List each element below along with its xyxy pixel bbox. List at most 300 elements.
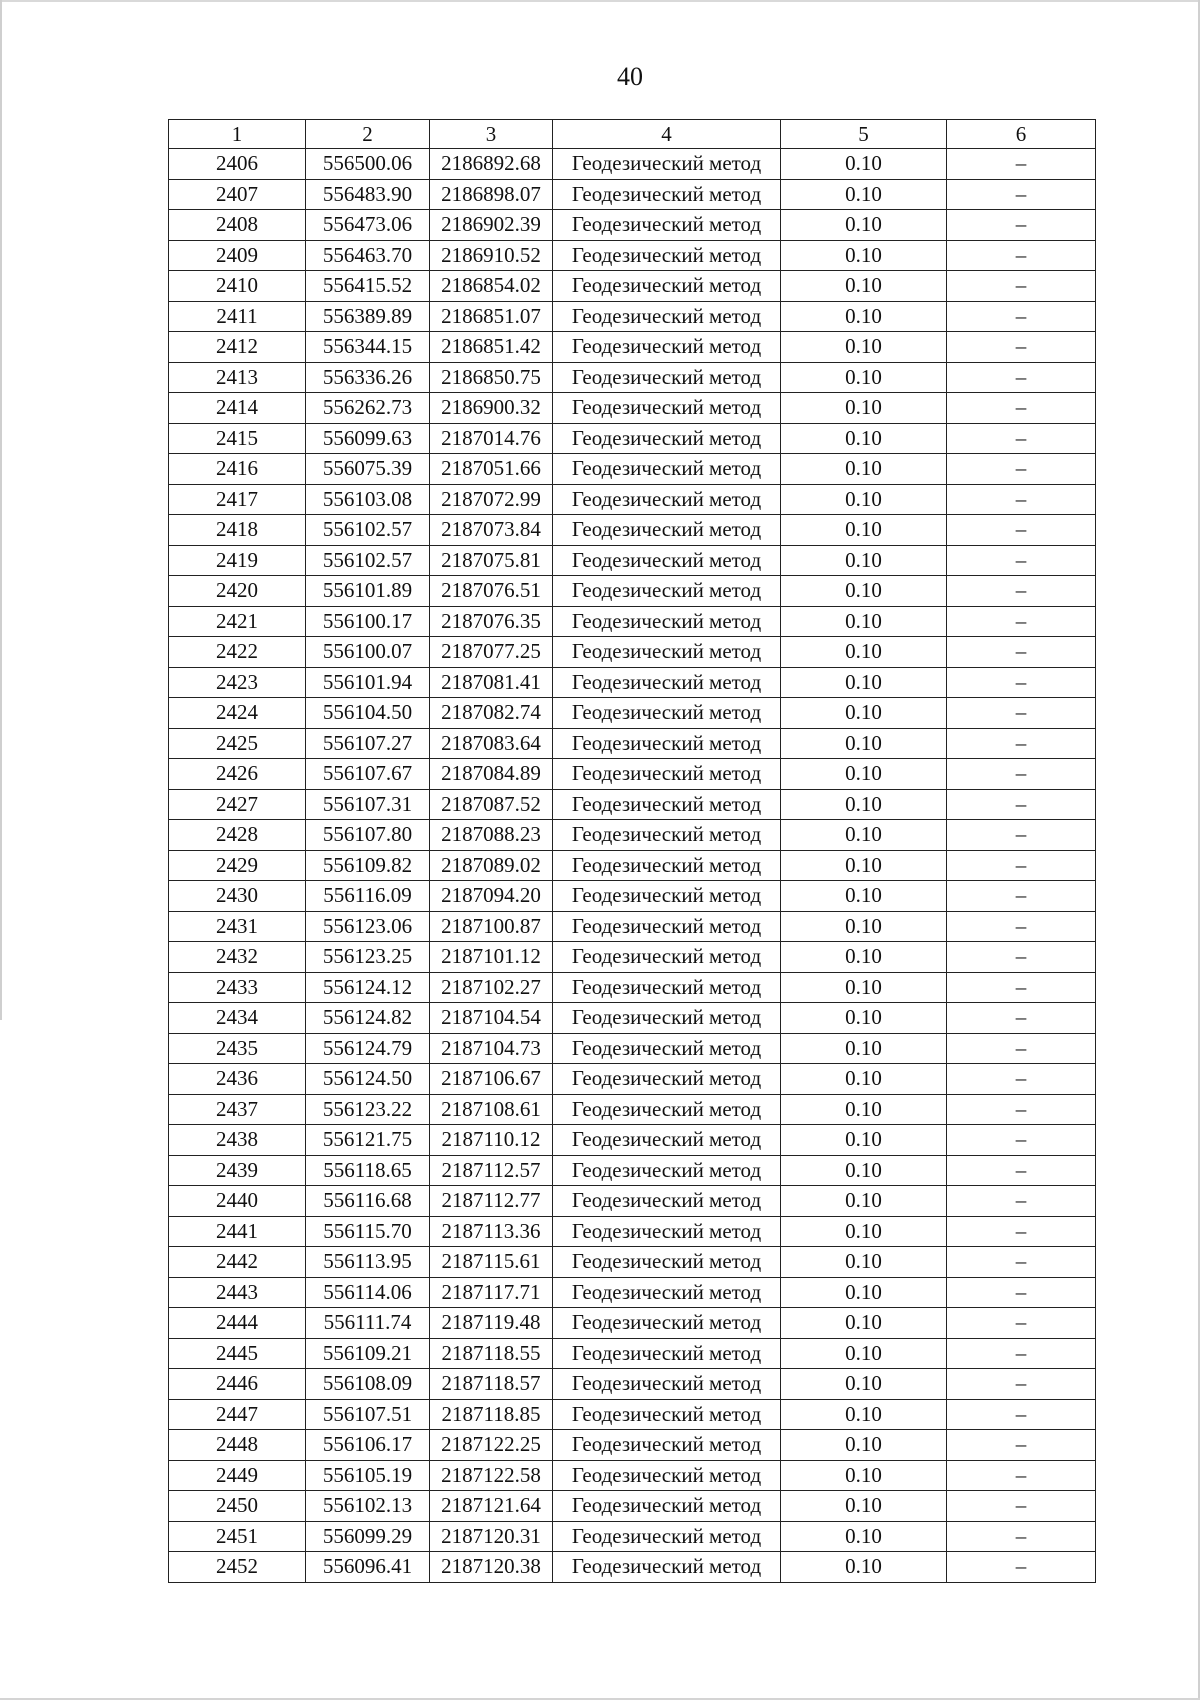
method-cell: Геодезический метод bbox=[553, 698, 781, 729]
note-cell: – bbox=[947, 728, 1096, 759]
table-row bbox=[169, 1277, 1096, 1308]
point-number-cell: 2448 bbox=[169, 1430, 306, 1461]
x-coordinate-cell: 556473.06 bbox=[306, 210, 430, 241]
method-cell: Геодезический метод bbox=[553, 972, 781, 1003]
note-cell: – bbox=[947, 1033, 1096, 1064]
note-cell: – bbox=[947, 301, 1096, 332]
accuracy-cell: 0.10 bbox=[781, 667, 947, 698]
point-number-cell: 2441 bbox=[169, 1216, 306, 1247]
accuracy-cell: 0.10 bbox=[781, 240, 947, 271]
method-cell: Геодезический метод bbox=[553, 606, 781, 637]
y-coordinate-cell: 2186851.07 bbox=[430, 301, 553, 332]
note-cell: – bbox=[947, 789, 1096, 820]
point-number-cell: 2425 bbox=[169, 728, 306, 759]
table-row bbox=[169, 1125, 1096, 1156]
method-cell: Геодезический метод bbox=[553, 393, 781, 424]
y-coordinate-cell: 2187117.71 bbox=[430, 1277, 553, 1308]
y-coordinate-cell: 2187104.73 bbox=[430, 1033, 553, 1064]
y-coordinate-cell: 2187115.61 bbox=[430, 1247, 553, 1278]
method-cell: Геодезический метод bbox=[553, 454, 781, 485]
note-cell: – bbox=[947, 545, 1096, 576]
table-row bbox=[169, 1430, 1096, 1461]
y-coordinate-cell: 2186902.39 bbox=[430, 210, 553, 241]
method-cell: Геодезический метод bbox=[553, 850, 781, 881]
point-number-cell: 2421 bbox=[169, 606, 306, 637]
note-cell: – bbox=[947, 393, 1096, 424]
y-coordinate-cell: 2187082.74 bbox=[430, 698, 553, 729]
accuracy-cell: 0.10 bbox=[781, 1521, 947, 1552]
note-cell: – bbox=[947, 332, 1096, 363]
table-row bbox=[169, 1552, 1096, 1583]
accuracy-cell: 0.10 bbox=[781, 1552, 947, 1583]
point-number-cell: 2447 bbox=[169, 1399, 306, 1430]
x-coordinate-cell: 556336.26 bbox=[306, 362, 430, 393]
table-row bbox=[169, 454, 1096, 485]
method-cell: Геодезический метод bbox=[553, 1064, 781, 1095]
note-cell: – bbox=[947, 1399, 1096, 1430]
accuracy-cell: 0.10 bbox=[781, 423, 947, 454]
y-coordinate-cell: 2187118.85 bbox=[430, 1399, 553, 1430]
method-cell: Геодезический метод bbox=[553, 1094, 781, 1125]
x-coordinate-cell: 556121.75 bbox=[306, 1125, 430, 1156]
note-cell: – bbox=[947, 576, 1096, 607]
method-cell: Геодезический метод bbox=[553, 881, 781, 912]
table-row bbox=[169, 423, 1096, 454]
y-coordinate-cell: 2187072.99 bbox=[430, 484, 553, 515]
x-coordinate-cell: 556262.73 bbox=[306, 393, 430, 424]
accuracy-cell: 0.10 bbox=[781, 1155, 947, 1186]
x-coordinate-cell: 556102.57 bbox=[306, 515, 430, 546]
x-coordinate-cell: 556483.90 bbox=[306, 179, 430, 210]
y-coordinate-cell: 2187122.25 bbox=[430, 1430, 553, 1461]
method-cell: Геодезический метод bbox=[553, 667, 781, 698]
accuracy-cell: 0.10 bbox=[781, 1216, 947, 1247]
y-coordinate-cell: 2186854.02 bbox=[430, 271, 553, 302]
note-cell: – bbox=[947, 1430, 1096, 1461]
method-cell: Геодезический метод bbox=[553, 1521, 781, 1552]
x-coordinate-cell: 556107.27 bbox=[306, 728, 430, 759]
method-cell: Геодезический метод bbox=[553, 759, 781, 790]
note-cell: – bbox=[947, 1094, 1096, 1125]
table-row bbox=[169, 332, 1096, 363]
x-coordinate-cell: 556123.25 bbox=[306, 942, 430, 973]
y-coordinate-cell: 2187118.55 bbox=[430, 1338, 553, 1369]
x-coordinate-cell: 556107.67 bbox=[306, 759, 430, 790]
accuracy-cell: 0.10 bbox=[781, 515, 947, 546]
table-row bbox=[169, 606, 1096, 637]
x-coordinate-cell: 556105.19 bbox=[306, 1460, 430, 1491]
y-coordinate-cell: 2187120.38 bbox=[430, 1552, 553, 1583]
method-cell: Геодезический метод bbox=[553, 1155, 781, 1186]
table-row bbox=[169, 484, 1096, 515]
accuracy-cell: 0.10 bbox=[781, 454, 947, 485]
scan-edge-top bbox=[0, 0, 1200, 2]
accuracy-cell: 0.10 bbox=[781, 545, 947, 576]
y-coordinate-cell: 2187120.31 bbox=[430, 1521, 553, 1552]
table-row bbox=[169, 210, 1096, 241]
method-cell: Геодезический метод bbox=[553, 210, 781, 241]
table-row bbox=[169, 1399, 1096, 1430]
y-coordinate-cell: 2187014.76 bbox=[430, 423, 553, 454]
x-coordinate-cell: 556096.41 bbox=[306, 1552, 430, 1583]
page-number: 40 bbox=[617, 62, 643, 91]
method-cell: Геодезический метод bbox=[553, 271, 781, 302]
point-number-cell: 2443 bbox=[169, 1277, 306, 1308]
y-coordinate-cell: 2187112.57 bbox=[430, 1155, 553, 1186]
table-row bbox=[169, 637, 1096, 668]
point-number-cell: 2426 bbox=[169, 759, 306, 790]
accuracy-cell: 0.10 bbox=[781, 1033, 947, 1064]
method-cell: Геодезический метод bbox=[553, 820, 781, 851]
note-cell: – bbox=[947, 667, 1096, 698]
note-cell: – bbox=[947, 1247, 1096, 1278]
note-cell: – bbox=[947, 850, 1096, 881]
method-cell: Геодезический метод bbox=[553, 515, 781, 546]
table-row bbox=[169, 271, 1096, 302]
x-coordinate-cell: 556344.15 bbox=[306, 332, 430, 363]
accuracy-cell: 0.10 bbox=[781, 484, 947, 515]
table-row bbox=[169, 667, 1096, 698]
table-row bbox=[169, 1521, 1096, 1552]
point-number-cell: 2410 bbox=[169, 271, 306, 302]
method-cell: Геодезический метод bbox=[553, 179, 781, 210]
note-cell: – bbox=[947, 210, 1096, 241]
x-coordinate-cell: 556109.82 bbox=[306, 850, 430, 881]
coordinates-table bbox=[168, 119, 1096, 1583]
note-cell: – bbox=[947, 1186, 1096, 1217]
method-cell: Геодезический метод bbox=[553, 423, 781, 454]
y-coordinate-cell: 2186898.07 bbox=[430, 179, 553, 210]
accuracy-cell: 0.10 bbox=[781, 911, 947, 942]
note-cell: – bbox=[947, 515, 1096, 546]
x-coordinate-cell: 556099.29 bbox=[306, 1521, 430, 1552]
column-header-6: 6 bbox=[947, 120, 1096, 149]
table-row bbox=[169, 149, 1096, 180]
accuracy-cell: 0.10 bbox=[781, 1491, 947, 1522]
table-row bbox=[169, 1491, 1096, 1522]
method-cell: Геодезический метод bbox=[553, 1338, 781, 1369]
accuracy-cell: 0.10 bbox=[781, 1369, 947, 1400]
table-row bbox=[169, 942, 1096, 973]
x-coordinate-cell: 556415.52 bbox=[306, 271, 430, 302]
note-cell: – bbox=[947, 759, 1096, 790]
method-cell: Геодезический метод bbox=[553, 1430, 781, 1461]
point-number-cell: 2423 bbox=[169, 667, 306, 698]
table-row bbox=[169, 850, 1096, 881]
point-number-cell: 2433 bbox=[169, 972, 306, 1003]
note-cell: – bbox=[947, 942, 1096, 973]
x-coordinate-cell: 556463.70 bbox=[306, 240, 430, 271]
note-cell: – bbox=[947, 1155, 1096, 1186]
point-number-cell: 2417 bbox=[169, 484, 306, 515]
note-cell: – bbox=[947, 179, 1096, 210]
column-header-5: 5 bbox=[781, 120, 947, 149]
point-number-cell: 2439 bbox=[169, 1155, 306, 1186]
y-coordinate-cell: 2187108.61 bbox=[430, 1094, 553, 1125]
point-number-cell: 2432 bbox=[169, 942, 306, 973]
table-row bbox=[169, 911, 1096, 942]
note-cell: – bbox=[947, 1491, 1096, 1522]
accuracy-cell: 0.10 bbox=[781, 1125, 947, 1156]
note-cell: – bbox=[947, 454, 1096, 485]
point-number-cell: 2419 bbox=[169, 545, 306, 576]
accuracy-cell: 0.10 bbox=[781, 1186, 947, 1217]
x-coordinate-cell: 556114.06 bbox=[306, 1277, 430, 1308]
table-row bbox=[169, 515, 1096, 546]
y-coordinate-cell: 2187077.25 bbox=[430, 637, 553, 668]
table-row bbox=[169, 728, 1096, 759]
table-row bbox=[169, 1064, 1096, 1095]
y-coordinate-cell: 2186850.75 bbox=[430, 362, 553, 393]
point-number-cell: 2409 bbox=[169, 240, 306, 271]
note-cell: – bbox=[947, 271, 1096, 302]
y-coordinate-cell: 2187113.36 bbox=[430, 1216, 553, 1247]
accuracy-cell: 0.10 bbox=[781, 362, 947, 393]
y-coordinate-cell: 2187122.58 bbox=[430, 1460, 553, 1491]
x-coordinate-cell: 556102.13 bbox=[306, 1491, 430, 1522]
point-number-cell: 2434 bbox=[169, 1003, 306, 1034]
y-coordinate-cell: 2187112.77 bbox=[430, 1186, 553, 1217]
accuracy-cell: 0.10 bbox=[781, 728, 947, 759]
point-number-cell: 2445 bbox=[169, 1338, 306, 1369]
point-number-cell: 2429 bbox=[169, 850, 306, 881]
point-number-cell: 2446 bbox=[169, 1369, 306, 1400]
y-coordinate-cell: 2186851.42 bbox=[430, 332, 553, 363]
table-body bbox=[169, 149, 1096, 1583]
x-coordinate-cell: 556116.68 bbox=[306, 1186, 430, 1217]
table-row bbox=[169, 1247, 1096, 1278]
table-row bbox=[169, 393, 1096, 424]
y-coordinate-cell: 2187100.87 bbox=[430, 911, 553, 942]
method-cell: Геодезический метод bbox=[553, 1552, 781, 1583]
accuracy-cell: 0.10 bbox=[781, 1308, 947, 1339]
point-number-cell: 2428 bbox=[169, 820, 306, 851]
y-coordinate-cell: 2187119.48 bbox=[430, 1308, 553, 1339]
y-coordinate-cell: 2187110.12 bbox=[430, 1125, 553, 1156]
point-number-cell: 2427 bbox=[169, 789, 306, 820]
accuracy-cell: 0.10 bbox=[781, 1003, 947, 1034]
note-cell: – bbox=[947, 1216, 1096, 1247]
accuracy-cell: 0.10 bbox=[781, 820, 947, 851]
method-cell: Геодезический метод bbox=[553, 1247, 781, 1278]
accuracy-cell: 0.10 bbox=[781, 1277, 947, 1308]
table-row bbox=[169, 1033, 1096, 1064]
x-coordinate-cell: 556075.39 bbox=[306, 454, 430, 485]
accuracy-cell: 0.10 bbox=[781, 1247, 947, 1278]
point-number-cell: 2420 bbox=[169, 576, 306, 607]
point-number-cell: 2411 bbox=[169, 301, 306, 332]
table-row bbox=[169, 545, 1096, 576]
x-coordinate-cell: 556107.31 bbox=[306, 789, 430, 820]
accuracy-cell: 0.10 bbox=[781, 332, 947, 363]
method-cell: Геодезический метод bbox=[553, 576, 781, 607]
y-coordinate-cell: 2186900.32 bbox=[430, 393, 553, 424]
note-cell: – bbox=[947, 820, 1096, 851]
point-number-cell: 2444 bbox=[169, 1308, 306, 1339]
point-number-cell: 2412 bbox=[169, 332, 306, 363]
accuracy-cell: 0.10 bbox=[781, 393, 947, 424]
x-coordinate-cell: 556107.80 bbox=[306, 820, 430, 851]
table-row bbox=[169, 1338, 1096, 1369]
accuracy-cell: 0.10 bbox=[781, 759, 947, 790]
point-number-cell: 2442 bbox=[169, 1247, 306, 1278]
method-cell: Геодезический метод bbox=[553, 789, 781, 820]
method-cell: Геодезический метод bbox=[553, 1491, 781, 1522]
x-coordinate-cell: 556111.74 bbox=[306, 1308, 430, 1339]
point-number-cell: 2431 bbox=[169, 911, 306, 942]
table-row bbox=[169, 240, 1096, 271]
y-coordinate-cell: 2187073.84 bbox=[430, 515, 553, 546]
note-cell: – bbox=[947, 1003, 1096, 1034]
y-coordinate-cell: 2187104.54 bbox=[430, 1003, 553, 1034]
note-cell: – bbox=[947, 698, 1096, 729]
method-cell: Геодезический метод bbox=[553, 637, 781, 668]
column-header-3: 3 bbox=[430, 120, 553, 149]
accuracy-cell: 0.10 bbox=[781, 942, 947, 973]
accuracy-cell: 0.10 bbox=[781, 881, 947, 912]
table-row bbox=[169, 301, 1096, 332]
method-cell: Геодезический метод bbox=[553, 728, 781, 759]
x-coordinate-cell: 556100.17 bbox=[306, 606, 430, 637]
table-row bbox=[169, 1369, 1096, 1400]
x-coordinate-cell: 556101.94 bbox=[306, 667, 430, 698]
accuracy-cell: 0.10 bbox=[781, 1338, 947, 1369]
table-row bbox=[169, 1460, 1096, 1491]
x-coordinate-cell: 556124.82 bbox=[306, 1003, 430, 1034]
y-coordinate-cell: 2187106.67 bbox=[430, 1064, 553, 1095]
note-cell: – bbox=[947, 1552, 1096, 1583]
x-coordinate-cell: 556109.21 bbox=[306, 1338, 430, 1369]
note-cell: – bbox=[947, 240, 1096, 271]
point-number-cell: 2408 bbox=[169, 210, 306, 241]
table-row bbox=[169, 1216, 1096, 1247]
table-row bbox=[169, 881, 1096, 912]
table-row bbox=[169, 362, 1096, 393]
x-coordinate-cell: 556116.09 bbox=[306, 881, 430, 912]
y-coordinate-cell: 2187121.64 bbox=[430, 1491, 553, 1522]
y-coordinate-cell: 2186892.68 bbox=[430, 149, 553, 180]
note-cell: – bbox=[947, 881, 1096, 912]
table-row bbox=[169, 576, 1096, 607]
note-cell: – bbox=[947, 1308, 1096, 1339]
point-number-cell: 2451 bbox=[169, 1521, 306, 1552]
y-coordinate-cell: 2187087.52 bbox=[430, 789, 553, 820]
accuracy-cell: 0.10 bbox=[781, 972, 947, 1003]
y-coordinate-cell: 2187102.27 bbox=[430, 972, 553, 1003]
table-row bbox=[169, 820, 1096, 851]
note-cell: – bbox=[947, 1277, 1096, 1308]
method-cell: Геодезический метод bbox=[553, 332, 781, 363]
table-row bbox=[169, 1094, 1096, 1125]
point-number-cell: 2414 bbox=[169, 393, 306, 424]
method-cell: Геодезический метод bbox=[553, 362, 781, 393]
note-cell: – bbox=[947, 972, 1096, 1003]
method-cell: Геодезический метод bbox=[553, 1277, 781, 1308]
accuracy-cell: 0.10 bbox=[781, 1460, 947, 1491]
method-cell: Геодезический метод bbox=[553, 1369, 781, 1400]
method-cell: Геодезический метод bbox=[553, 1399, 781, 1430]
x-coordinate-cell: 556500.06 bbox=[306, 149, 430, 180]
point-number-cell: 2450 bbox=[169, 1491, 306, 1522]
y-coordinate-cell: 2187089.02 bbox=[430, 850, 553, 881]
method-cell: Геодезический метод bbox=[553, 149, 781, 180]
y-coordinate-cell: 2187075.81 bbox=[430, 545, 553, 576]
y-coordinate-cell: 2187118.57 bbox=[430, 1369, 553, 1400]
y-coordinate-cell: 2187081.41 bbox=[430, 667, 553, 698]
accuracy-cell: 0.10 bbox=[781, 1094, 947, 1125]
table-row bbox=[169, 1186, 1096, 1217]
point-number-cell: 2449 bbox=[169, 1460, 306, 1491]
point-number-cell: 2438 bbox=[169, 1125, 306, 1156]
x-coordinate-cell: 556102.57 bbox=[306, 545, 430, 576]
method-cell: Геодезический метод bbox=[553, 1003, 781, 1034]
point-number-cell: 2407 bbox=[169, 179, 306, 210]
x-coordinate-cell: 556099.63 bbox=[306, 423, 430, 454]
accuracy-cell: 0.10 bbox=[781, 1064, 947, 1095]
table-row bbox=[169, 789, 1096, 820]
point-number-cell: 2435 bbox=[169, 1033, 306, 1064]
method-cell: Геодезический метод bbox=[553, 1460, 781, 1491]
y-coordinate-cell: 2187051.66 bbox=[430, 454, 553, 485]
y-coordinate-cell: 2187088.23 bbox=[430, 820, 553, 851]
point-number-cell: 2422 bbox=[169, 637, 306, 668]
table-row bbox=[169, 179, 1096, 210]
method-cell: Геодезический метод bbox=[553, 911, 781, 942]
accuracy-cell: 0.10 bbox=[781, 149, 947, 180]
x-coordinate-cell: 556107.51 bbox=[306, 1399, 430, 1430]
accuracy-cell: 0.10 bbox=[781, 1430, 947, 1461]
accuracy-cell: 0.10 bbox=[781, 301, 947, 332]
accuracy-cell: 0.10 bbox=[781, 698, 947, 729]
note-cell: – bbox=[947, 911, 1096, 942]
table-row bbox=[169, 698, 1096, 729]
table-row bbox=[169, 972, 1096, 1003]
point-number-cell: 2452 bbox=[169, 1552, 306, 1583]
method-cell: Геодезический метод bbox=[553, 942, 781, 973]
accuracy-cell: 0.10 bbox=[781, 637, 947, 668]
x-coordinate-cell: 556124.50 bbox=[306, 1064, 430, 1095]
accuracy-cell: 0.10 bbox=[781, 850, 947, 881]
x-coordinate-cell: 556106.17 bbox=[306, 1430, 430, 1461]
accuracy-cell: 0.10 bbox=[781, 210, 947, 241]
note-cell: – bbox=[947, 1460, 1096, 1491]
point-number-cell: 2436 bbox=[169, 1064, 306, 1095]
column-header-4: 4 bbox=[553, 120, 781, 149]
x-coordinate-cell: 556103.08 bbox=[306, 484, 430, 515]
accuracy-cell: 0.10 bbox=[781, 1399, 947, 1430]
y-coordinate-cell: 2187083.64 bbox=[430, 728, 553, 759]
note-cell: – bbox=[947, 1338, 1096, 1369]
note-cell: – bbox=[947, 1521, 1096, 1552]
note-cell: – bbox=[947, 637, 1096, 668]
point-number-cell: 2418 bbox=[169, 515, 306, 546]
accuracy-cell: 0.10 bbox=[781, 576, 947, 607]
y-coordinate-cell: 2187076.51 bbox=[430, 576, 553, 607]
x-coordinate-cell: 556113.95 bbox=[306, 1247, 430, 1278]
point-number-cell: 2416 bbox=[169, 454, 306, 485]
point-number-cell: 2424 bbox=[169, 698, 306, 729]
note-cell: – bbox=[947, 606, 1096, 637]
note-cell: – bbox=[947, 1125, 1096, 1156]
method-cell: Геодезический метод bbox=[553, 1216, 781, 1247]
x-coordinate-cell: 556124.79 bbox=[306, 1033, 430, 1064]
x-coordinate-cell: 556118.65 bbox=[306, 1155, 430, 1186]
note-cell: – bbox=[947, 149, 1096, 180]
x-coordinate-cell: 556108.09 bbox=[306, 1369, 430, 1400]
point-number-cell: 2413 bbox=[169, 362, 306, 393]
method-cell: Геодезический метод bbox=[553, 1033, 781, 1064]
x-coordinate-cell: 556123.22 bbox=[306, 1094, 430, 1125]
